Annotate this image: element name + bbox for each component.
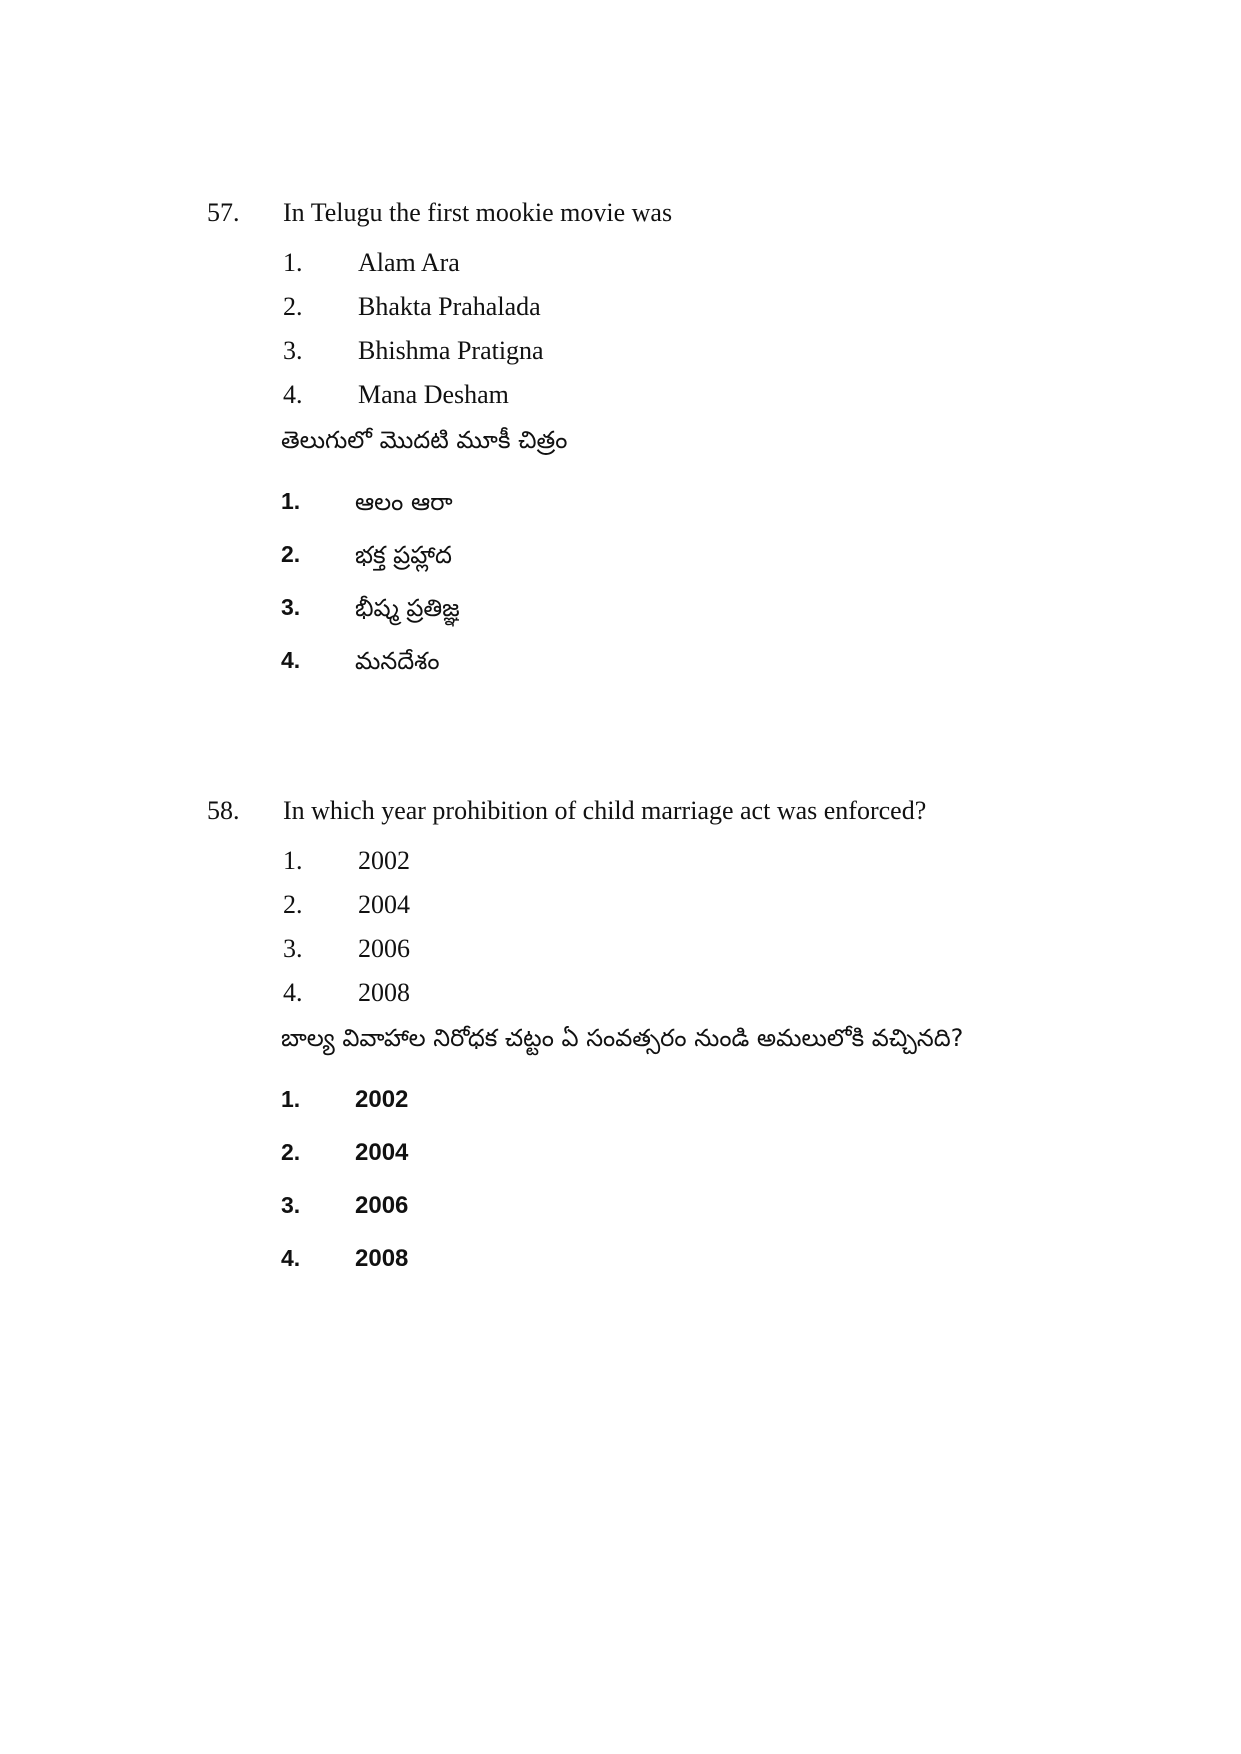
option-en [0,336,1241,380]
option-text: Bhakta Prahalada [358,292,541,321]
option-text: 2006 [355,1192,409,1219]
option-en [0,292,1241,336]
option-te [0,1131,1241,1184]
option-te [0,1237,1241,1290]
option-text: Mana Desham [358,380,509,409]
options-te [0,1078,1241,1290]
option-text: 2006 [358,934,410,963]
option-text: 2004 [355,1139,409,1166]
option-number: 1. [281,488,301,514]
option-te [0,533,1241,586]
option-number: 3. [281,594,301,620]
option-number: 3. [283,934,303,963]
option-number: 4. [281,1245,301,1271]
question-line-te [0,1024,1241,1074]
option-number: 3. [283,336,303,365]
option-number: 4. [283,380,303,409]
option-number: 3. [281,1192,301,1218]
option-en [0,248,1241,292]
option-te [0,586,1241,639]
option-number: 2. [281,541,301,567]
option-text: 2008 [358,978,410,1007]
option-text: 2002 [358,846,410,875]
option-te [0,1184,1241,1237]
options-te [0,480,1241,692]
question-58 [0,796,1241,1290]
option-text: 2004 [358,890,410,919]
question-line-en [0,796,1241,838]
question-57 [0,198,1241,692]
option-text: Bhishma Pratigna [358,336,544,365]
options-en [0,846,1241,1022]
option-number: 1. [283,846,303,875]
question-text-en: In Telugu the first mookie movie was [283,198,673,227]
option-number: 1. [283,248,303,277]
option-number: 1. [281,1086,301,1112]
option-te [0,480,1241,533]
option-number: 2. [283,292,303,321]
question-text-te: తెలుగులో మొదటి మూకీ చిత్రం [281,426,568,454]
question-text-te: బాల్య వివాహాల నిరోధక చట్టం ఏ సంవత్సరం నుండి అమలులోకి వచ్చినది? [281,1024,964,1052]
question-line-en [0,198,1241,240]
option-en [0,934,1241,978]
option-number: 2. [281,1139,301,1165]
question-number: 57. [207,198,240,227]
option-en [0,846,1241,890]
option-en [0,890,1241,934]
option-number: 4. [281,647,301,673]
options-en [0,248,1241,424]
option-te [0,1078,1241,1131]
option-text: మనదేశం [355,647,440,675]
question-line-te [0,426,1241,476]
question-text-en: In which year prohibition of child marriage act was enforced? [283,796,927,825]
option-text: 2008 [355,1245,409,1272]
option-te [0,639,1241,692]
option-number: 4. [283,978,303,1007]
option-text: భక్త ప్రహ్లాద [355,541,452,569]
option-en [0,380,1241,424]
option-text: ఆలం ఆరా [355,488,453,516]
option-text: Alam Ara [358,248,460,277]
option-en [0,978,1241,1022]
question-number: 58. [207,796,240,825]
option-text: 2002 [355,1086,409,1113]
option-text: భీష్మ ప్రతిజ్ఞ [355,594,460,622]
option-number: 2. [283,890,303,919]
